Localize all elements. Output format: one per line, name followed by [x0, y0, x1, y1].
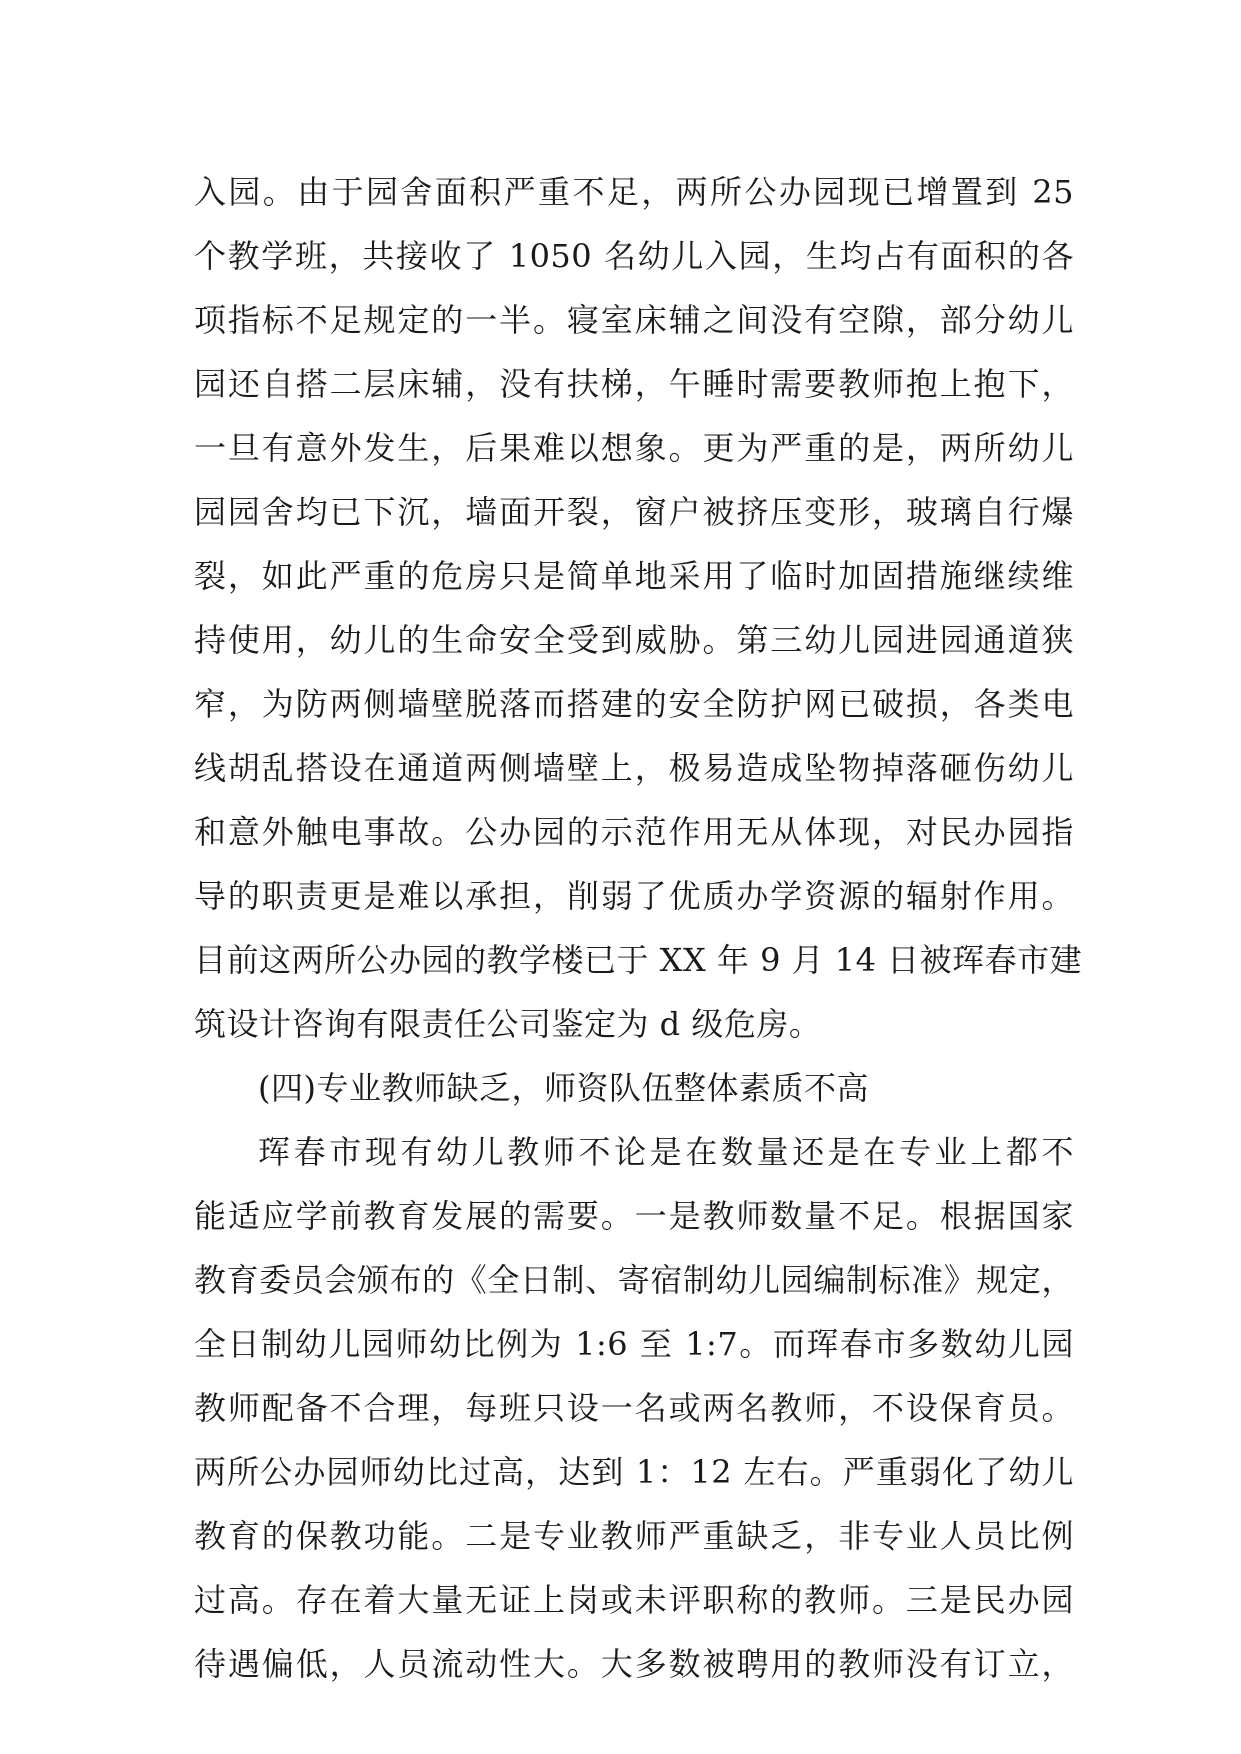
text-line: 过高。存在着大量无证上岗或未评职称的教师。三是民办园	[194, 1581, 1074, 1619]
text-line: 园园舍均已下沉，墙面开裂，窗户被挤压变形，玻璃自行爆	[194, 493, 1074, 531]
text-line: 入园。由于园舍面积严重不足，两所公办园现已增置到 25	[194, 173, 1074, 211]
text-line: 全日制幼儿园师幼比例为 1:6 至 1:7。而珲春市多数幼儿园	[194, 1325, 1074, 1363]
text-line: 和意外触电事故。公办园的示范作用无从体现，对民办园指	[194, 813, 1074, 851]
text-line: 导的职责更是难以承担，削弱了优质办学资源的辐射作用。	[194, 877, 1074, 915]
text-line: 持使用，幼儿的生命安全受到威胁。第三幼儿园进园通道狭	[194, 621, 1074, 659]
section-heading: (四)专业教师缺乏，师资队伍整体素质不高	[258, 1069, 869, 1107]
text-line: 一旦有意外发生，后果难以想象。更为严重的是，两所幼儿	[194, 429, 1074, 467]
text-line: 教育委员会颁布的《全日制、寄宿制幼儿园编制标准》规定，	[194, 1261, 1074, 1299]
text-line: 筑设计咨询有限责任公司鉴定为 d 级危房。	[194, 1005, 822, 1043]
text-line: 教育的保教功能。二是专业教师严重缺乏，非专业人员比例	[194, 1517, 1074, 1555]
text-line: 目前这两所公办园的教学楼已于 XX 年 9 月 14 日被珲春市建	[194, 941, 1083, 979]
text-line: 线胡乱搭设在通道两侧墙壁上，极易造成坠物掉落砸伤幼儿	[194, 749, 1074, 787]
text-line: 园还自搭二层床辅，没有扶梯，午睡时需要教师抱上抱下，	[194, 365, 1074, 403]
text-line: 裂，如此严重的危房只是简单地采用了临时加固措施继续维	[194, 557, 1074, 595]
text-line: 珲春市现有幼儿教师不论是在数量还是在专业上都不	[258, 1133, 1074, 1171]
text-line: 能适应学前教育发展的需要。一是教师数量不足。根据国家	[194, 1197, 1074, 1235]
text-line: 待遇偏低，人员流动性大。大多数被聘用的教师没有订立，	[194, 1645, 1074, 1683]
text-line: 两所公办园师幼比过高，达到 1：12 左右。严重弱化了幼儿	[194, 1453, 1074, 1491]
text-line: 个教学班，共接收了 1050 名幼儿入园，生均占有面积的各	[194, 237, 1074, 275]
body-text	[194, 160, 1083, 1696]
text-line: 教师配备不合理，每班只设一名或两名教师，不设保育员。	[194, 1389, 1074, 1427]
text-line: 窄，为防两侧墙壁脱落而搭建的安全防护网已破损，各类电	[194, 685, 1074, 723]
text-line: 项指标不足规定的一半。寝室床辅之间没有空隙，部分幼儿	[194, 301, 1074, 339]
